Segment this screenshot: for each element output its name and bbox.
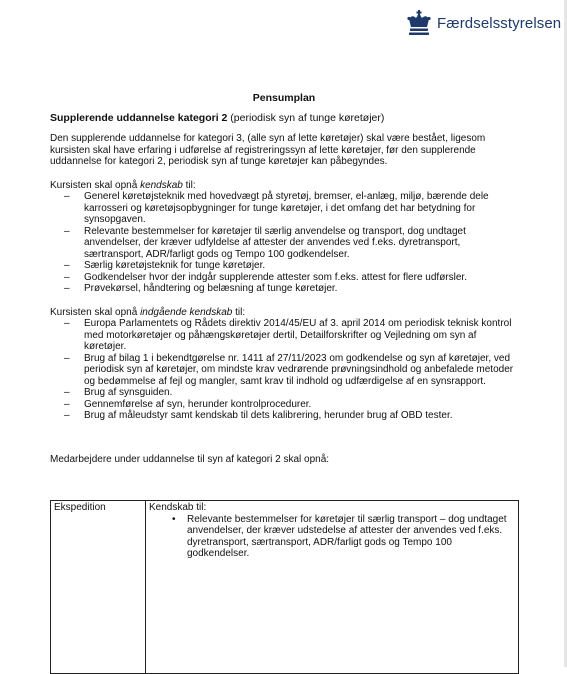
table-row: [51, 501, 519, 674]
section1-lead: [50, 180, 518, 192]
logo-text: Færdselsstyrelsen: [437, 14, 562, 32]
row-label-cell: Ekspedition: [51, 501, 146, 674]
list-item: – Brug af synsguiden.: [50, 387, 518, 399]
section1-lead-text: Kursisten skal opnå: [50, 179, 141, 191]
intro-paragraph: Den supplerende uddannelse for kategori 3, (alle syn af lette køretøjer) skal være bestået, ligesom kursisten skal have erfaring i udførelse af registreringssyn af lette køretøjer, før den supplerende uddannelse for kategori 2, periodisk syn af tunge køretøjer kan påbegyndes.: [50, 133, 486, 167]
list-item: – Europa Parlamentets og Rådets direktiv 2014/45/EU af 3. april 2014 om periodisk teknisk kontrol med motorkøretøjer og påhængskøretøjer dertil, Detailforskrifter og Vejledning om syn af køretøjer.: [50, 318, 518, 353]
document-title: Pensumplan: [252, 92, 316, 104]
section2-lead-text: Kursisten skal opnå: [50, 306, 141, 318]
cell-list: [149, 514, 515, 560]
section2-lead-end: til:: [232, 306, 246, 318]
list-item: – Generel køretøjsteknik med hovedvægt på styretøj, bremser, el-anlæg, miljø, bærende dele karrosseri og køretøjsopbygninger for tunge køretøjer, i det omfang det har betydning for synsopgaven.: [50, 191, 518, 226]
list-item: – Brug af bilag 1 i bekendtgørelse nr. 1411 af 27/11/2023 om godkendelse og syn af køretøjer, ved periodisk syn af køretøjer, om mindste krav vedrørende prøvningsindhold og anbefalede metoder og bedømmelse af fejl og mangler, samt krav til indhold og udfærdigelse af en synsrapport.: [50, 353, 518, 388]
competence-table: [50, 500, 519, 674]
section2-list: [50, 318, 518, 422]
list-item: – Relevante bestemmelser for køretøjer til særlig anvendelse og transport, dog undtaget anvendelser, der kræver udfyldelse af attester der anvendes ved f.eks. dyretransport, særtransport, ADR/farligt gods og Tempo 100 godkendelser.: [50, 226, 518, 261]
list-item: – Særlig køretøjsteknik for tunge køretøjer.: [50, 260, 518, 272]
crown-icon: [406, 10, 432, 36]
spacer: [50, 434, 518, 454]
list-item: – Godkendelser hvor der indgår supplerende attester som f.eks. attest for flere udførsler.: [50, 272, 518, 284]
section2-lead-italic: indgående kendskab: [140, 306, 233, 318]
list-item: – Brug af måleudstyr samt kendskab til dets kalibrering, herunder brug af OBD tester.: [50, 410, 518, 422]
list-item: • Relevante bestemmelser for køretøjer til særlig transport – dog undtaget anvendelser, der kræver udstedelse af attester der anvendes ved f.eks. dyretransport, særtransport, ADR/farligt gods og Tempo 100 godkendelser.: [149, 514, 515, 560]
subtitle-rest: (periodisk syn af tunge køretøjer): [227, 111, 385, 124]
row-content-cell: [146, 501, 519, 674]
section2-lead: [50, 307, 518, 319]
document-body: [50, 93, 518, 465]
section1-lead-italic: kendskab: [140, 179, 183, 191]
section1-list: [50, 191, 518, 295]
employees-intro: Medarbejdere under uddannelse til syn af kategori 2 skal opnå:: [50, 453, 330, 465]
list-item: – Gennemførelse af syn, herunder kontrolprocedurer.: [50, 399, 518, 411]
list-item: – Prøvekørsel, håndtering og belæsning af tunge køretøjer.: [50, 283, 518, 295]
agency-logo: [406, 10, 561, 36]
subtitle-bold: Supplerende uddannelse kategori 2: [50, 111, 228, 124]
cell-lead: Kendskab til:: [149, 502, 207, 513]
document-subtitle: [50, 113, 518, 125]
section1-lead-end: til:: [182, 179, 196, 191]
